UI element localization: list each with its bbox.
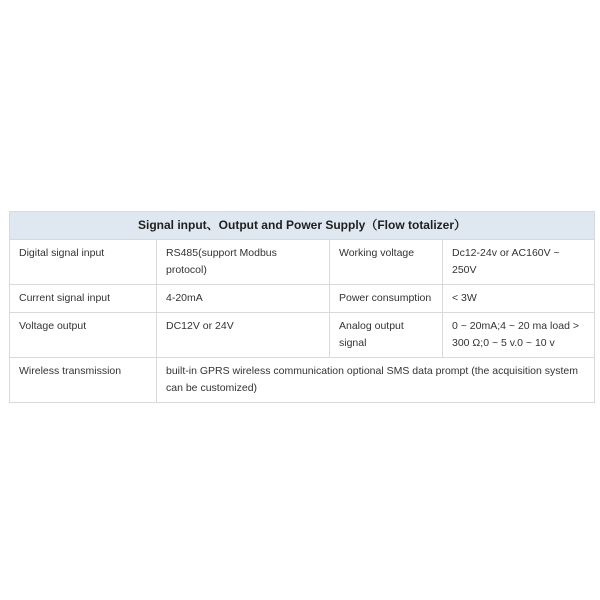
table-row — [10, 240, 595, 285]
row-label: Power consumption — [330, 285, 443, 313]
row-value: 4-20mA — [157, 285, 330, 313]
spec-table — [9, 211, 595, 403]
table-row — [10, 313, 595, 358]
row-label: Analog output signal — [330, 313, 443, 358]
row-value: 0 ~ 20mA;4 ~ 20 ma load > 300 Ω;0 ~ 5 v.0 ~ 10 v — [443, 313, 595, 358]
row-value: Dc12-24v or AC160V ~ 250V — [443, 240, 595, 285]
row-label: Digital signal input — [10, 240, 157, 285]
row-value: built-in GPRS wireless communication optional SMS data prompt (the acquisition system can be customized) — [157, 358, 595, 403]
table-title: Signal input、Output and Power Supply（Flow totalizer） — [10, 212, 595, 240]
row-label: Voltage output — [10, 313, 157, 358]
row-label: Current signal input — [10, 285, 157, 313]
table-row — [10, 285, 595, 313]
row-value: < 3W — [443, 285, 595, 313]
row-value: RS485(support Modbus protocol) — [157, 240, 330, 285]
row-value: DC12V or 24V — [157, 313, 330, 358]
row-label: Working voltage — [330, 240, 443, 285]
table-row — [10, 358, 595, 403]
row-label: Wireless transmission — [10, 358, 157, 403]
